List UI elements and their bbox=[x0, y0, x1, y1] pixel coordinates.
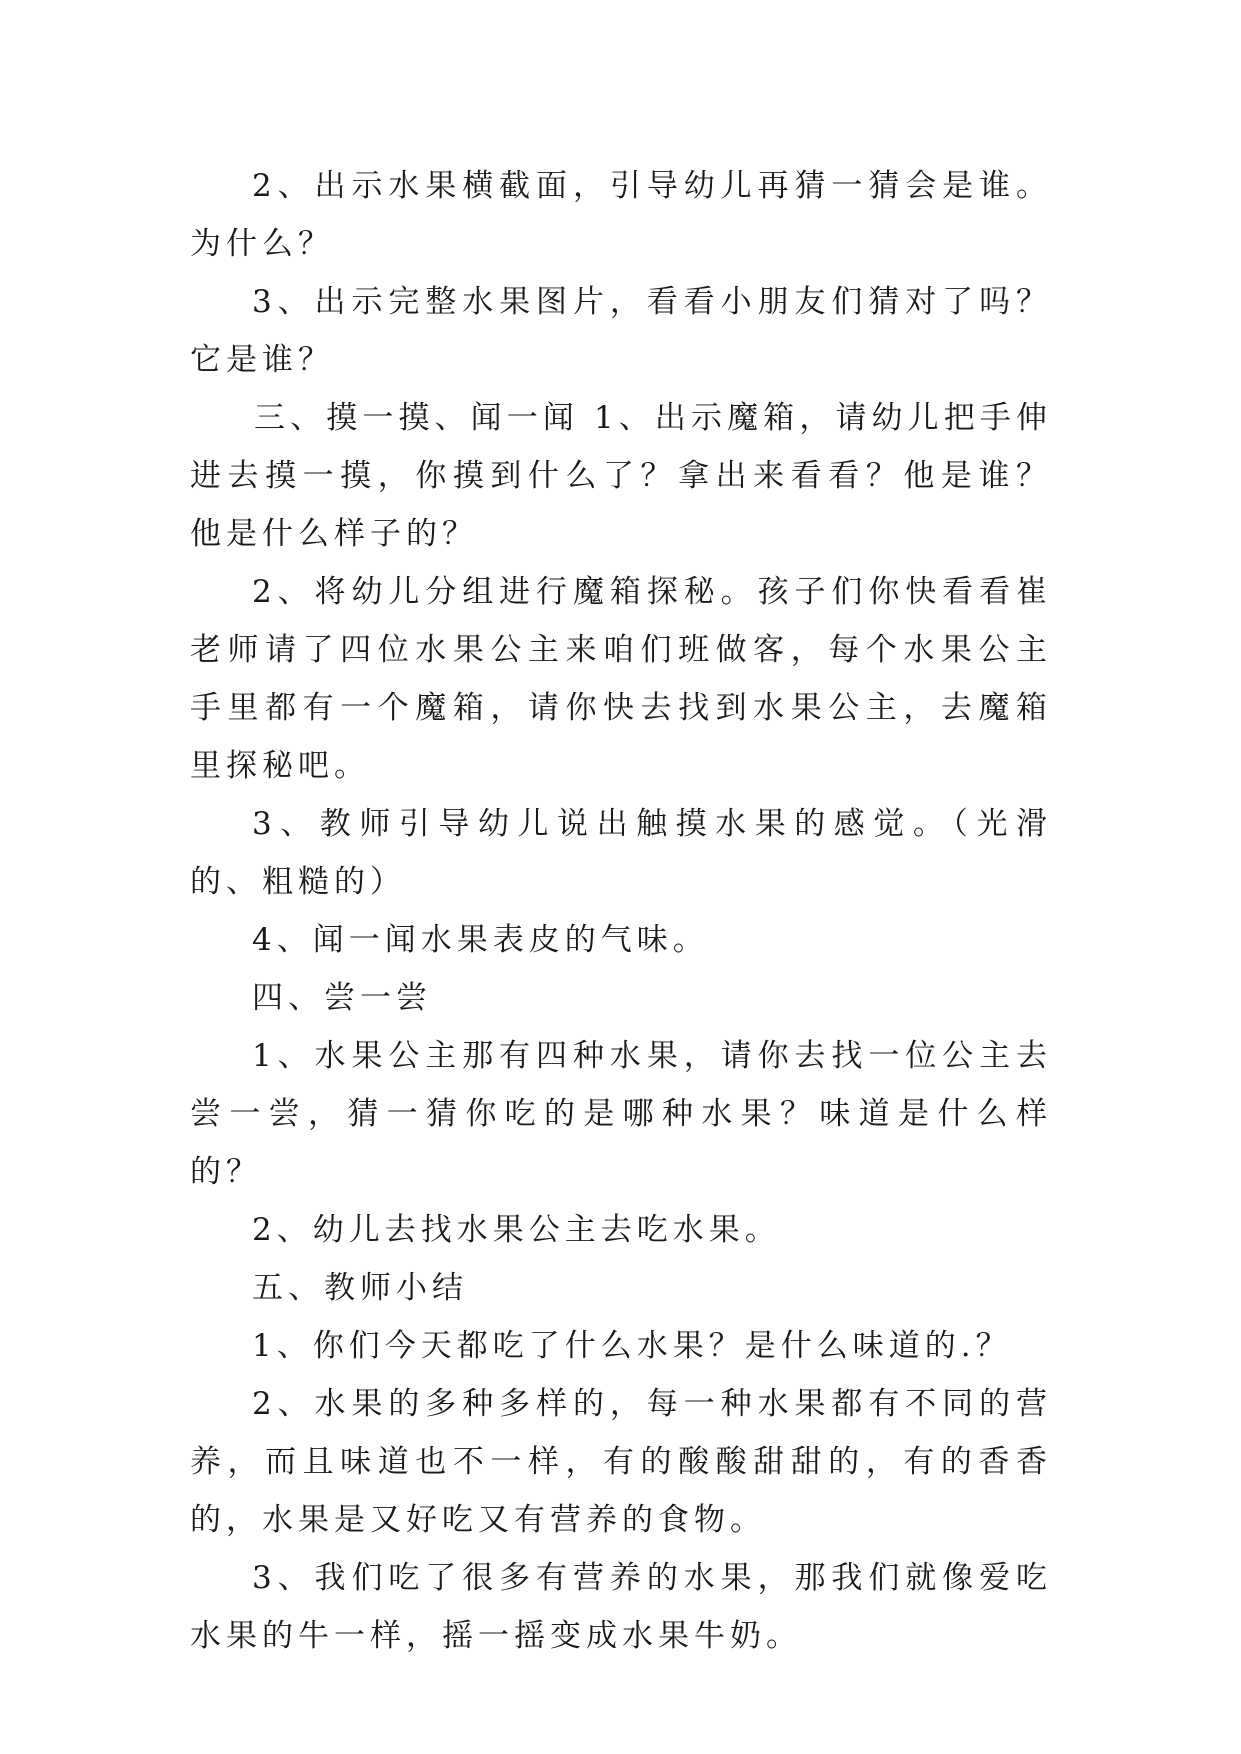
paragraph-show-cross-section: 2、出示水果横截面，引导幼儿再猜一猜会是谁。为什么？ bbox=[190, 168, 1052, 262]
paragraph-fruit-milk: 3、我们吃了很多有营养的水果，那我们就像爱吃水果的牛一样，摇一摇变成水果牛奶。 bbox=[190, 1560, 1052, 1654]
paragraph-what-fruits: 1、你们今天都吃了什么水果？是什么味道的.？ bbox=[252, 1328, 1012, 1364]
paragraph-eat-fruit: 2、幼儿去找水果公主去吃水果。 bbox=[252, 1212, 781, 1248]
paragraph-touch-feeling: 3、教师引导幼儿说出触摸水果的感觉。（光滑的、粗糙的） bbox=[190, 806, 1052, 900]
paragraph-section-touch-smell: 三、摸一摸、闻一闻 1、出示魔箱，请幼儿把手伸进去摸一摸，你摸到什么了？拿出来看看？他是谁？他是什么样子的？ bbox=[190, 400, 1052, 552]
section-heading-summary: 五、教师小结 bbox=[252, 1270, 468, 1306]
paragraph-show-full-picture: 3、出示完整水果图片，看看小朋友们猜对了吗？它是谁？ bbox=[190, 284, 1052, 378]
paragraph-four-fruits: 1、水果公主那有四种水果，请你去找一位公主去尝一尝，猜一猜你吃的是哪种水果？味道是什么样的？ bbox=[190, 1038, 1052, 1190]
paragraph-fruit-variety: 2、水果的多种多样的，每一种水果都有不同的营养，而且味道也不一样，有的酸酸甜甜的，有的香香的，水果是又好吃又有营养的食物。 bbox=[190, 1386, 1052, 1538]
document-body bbox=[190, 157, 1052, 1665]
paragraph-smell-peel: 4、闻一闻水果表皮的气味。 bbox=[252, 922, 709, 958]
section-heading-taste: 四、尝一尝 bbox=[252, 980, 432, 1016]
paragraph-magic-box-groups: 2、将幼儿分组进行魔箱探秘。孩子们你快看看崔老师请了四位水果公主来咱们班做客，每个水果公主手里都有一个魔箱，请你快去找到水果公主，去魔箱里探秘吧。 bbox=[190, 574, 1052, 784]
